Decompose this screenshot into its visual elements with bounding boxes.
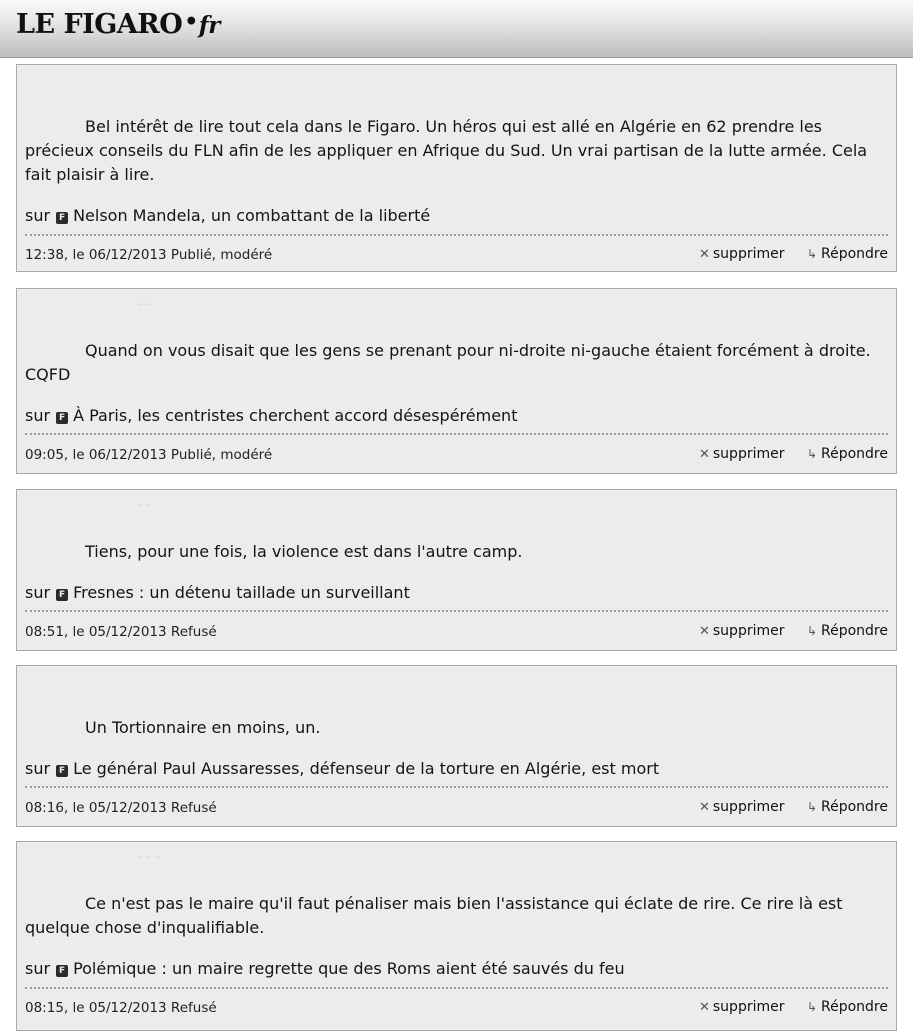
article-title[interactable]: Nelson Mandela, un combattant de la liberté <box>73 206 431 225</box>
comment-actions <box>681 799 888 815</box>
delete-button[interactable] <box>699 246 785 262</box>
sur-label: sur <box>25 206 51 225</box>
dotted-divider <box>25 987 888 989</box>
figaro-f-icon: F <box>56 965 68 977</box>
article-title[interactable]: Polémique : un maire regrette que des Roms aient été sauvés du feu <box>73 959 625 978</box>
close-x-icon: ✕ <box>698 247 710 262</box>
comment-article-link[interactable] <box>25 959 886 979</box>
reply-arrow-icon: ↳ <box>806 447 817 461</box>
sur-label: sur <box>25 759 51 778</box>
comment-article-link[interactable] <box>25 406 886 426</box>
sur-label: sur <box>25 959 51 978</box>
comment-body: Un Tortionnaire en moins, un. <box>85 718 321 737</box>
dotted-divider <box>25 234 888 236</box>
comment-body: Tiens, pour une fois, la violence est dans l'autre camp. <box>85 542 523 561</box>
close-x-icon: ✕ <box>698 800 710 815</box>
figaro-f-icon: F <box>56 589 68 601</box>
delete-button[interactable] <box>699 999 785 1015</box>
figaro-f-icon: F <box>56 212 68 224</box>
close-x-icon: ✕ <box>698 624 710 639</box>
reply-button[interactable] <box>807 446 888 462</box>
reply-arrow-icon: ↳ <box>806 247 817 261</box>
close-x-icon: ✕ <box>698 447 710 462</box>
author-name: – – <box>137 297 152 310</box>
reply-arrow-icon: ↳ <box>806 800 817 814</box>
sur-label: sur <box>25 406 51 425</box>
comment-actions <box>681 623 888 639</box>
logo-dot: • <box>184 9 198 35</box>
comment-actions <box>681 246 888 262</box>
comment-card <box>16 841 897 1031</box>
reply-label: Répondre <box>821 246 888 262</box>
delete-button[interactable] <box>699 446 785 462</box>
reply-label: Répondre <box>821 623 888 639</box>
delete-label: supprimer <box>712 446 785 462</box>
comment-meta: 08:51, le 05/12/2013 Refusé <box>25 624 217 640</box>
comment-body: Quand on vous disait que les gens se prenant pour ni-droite ni-gauche étaient forcément à droite. CQFD <box>25 341 871 384</box>
site-header <box>0 0 913 58</box>
comment-meta: 12:38, le 06/12/2013 Publié, modéré <box>25 247 273 263</box>
article-title[interactable]: À Paris, les centristes cherchent accord désespérément <box>73 406 518 425</box>
reply-button[interactable] <box>807 623 888 639</box>
comment-card <box>16 489 897 651</box>
delete-label: supprimer <box>712 623 785 639</box>
reply-arrow-icon: ↳ <box>806 624 817 638</box>
dotted-divider <box>25 610 888 612</box>
logo-suffix: fr <box>198 12 220 39</box>
comment-card <box>16 665 897 827</box>
comment-actions <box>681 446 888 462</box>
sur-label: sur <box>25 583 51 602</box>
author-name: – – – <box>137 850 161 863</box>
comment-article-link[interactable] <box>25 206 886 226</box>
delete-button[interactable] <box>699 799 785 815</box>
delete-label: supprimer <box>712 799 785 815</box>
comment-card <box>16 288 897 474</box>
comment-meta: 08:16, le 05/12/2013 Refusé <box>25 800 217 816</box>
reply-button[interactable] <box>807 999 888 1015</box>
delete-button[interactable] <box>699 623 785 639</box>
dotted-divider <box>25 433 888 435</box>
reply-label: Répondre <box>821 999 888 1015</box>
reply-label: Répondre <box>821 446 888 462</box>
delete-label: supprimer <box>712 999 785 1015</box>
figaro-logo[interactable] <box>16 9 220 40</box>
comment-actions <box>681 999 888 1015</box>
comment-meta: 09:05, le 06/12/2013 Publié, modéré <box>25 447 273 463</box>
reply-label: Répondre <box>821 799 888 815</box>
reply-arrow-icon: ↳ <box>806 1000 817 1014</box>
comment-meta: 08:15, le 05/12/2013 Refusé <box>25 1000 217 1016</box>
comment-article-link[interactable] <box>25 759 886 779</box>
author-name: – – <box>137 498 152 511</box>
close-x-icon: ✕ <box>698 1000 710 1015</box>
reply-button[interactable] <box>807 799 888 815</box>
figaro-f-icon: F <box>56 412 68 424</box>
comment-body: Bel intérêt de lire tout cela dans le Figaro. Un héros qui est allé en Algérie en 62 prendre les précieux conseils du FLN afin de les appliquer en Afrique du Sud. Un vrai partisan de la lutte armée. Cela fait plaisir à lire. <box>25 117 868 184</box>
dotted-divider <box>25 786 888 788</box>
delete-label: supprimer <box>712 246 785 262</box>
figaro-f-icon: F <box>56 765 68 777</box>
comment-card <box>16 64 897 272</box>
logo-main-text: LE FIGARO <box>16 9 183 40</box>
reply-button[interactable] <box>807 246 888 262</box>
article-title[interactable]: Fresnes : un détenu taillade un surveillant <box>73 583 410 602</box>
article-title[interactable]: Le général Paul Aussaresses, défenseur de la torture en Algérie, est mort <box>73 759 660 778</box>
comment-body: Ce n'est pas le maire qu'il faut pénaliser mais bien l'assistance qui éclate de rire. Ce rire là est quelque chose d'inqualifiable. <box>25 894 843 937</box>
comment-article-link[interactable] <box>25 583 886 603</box>
